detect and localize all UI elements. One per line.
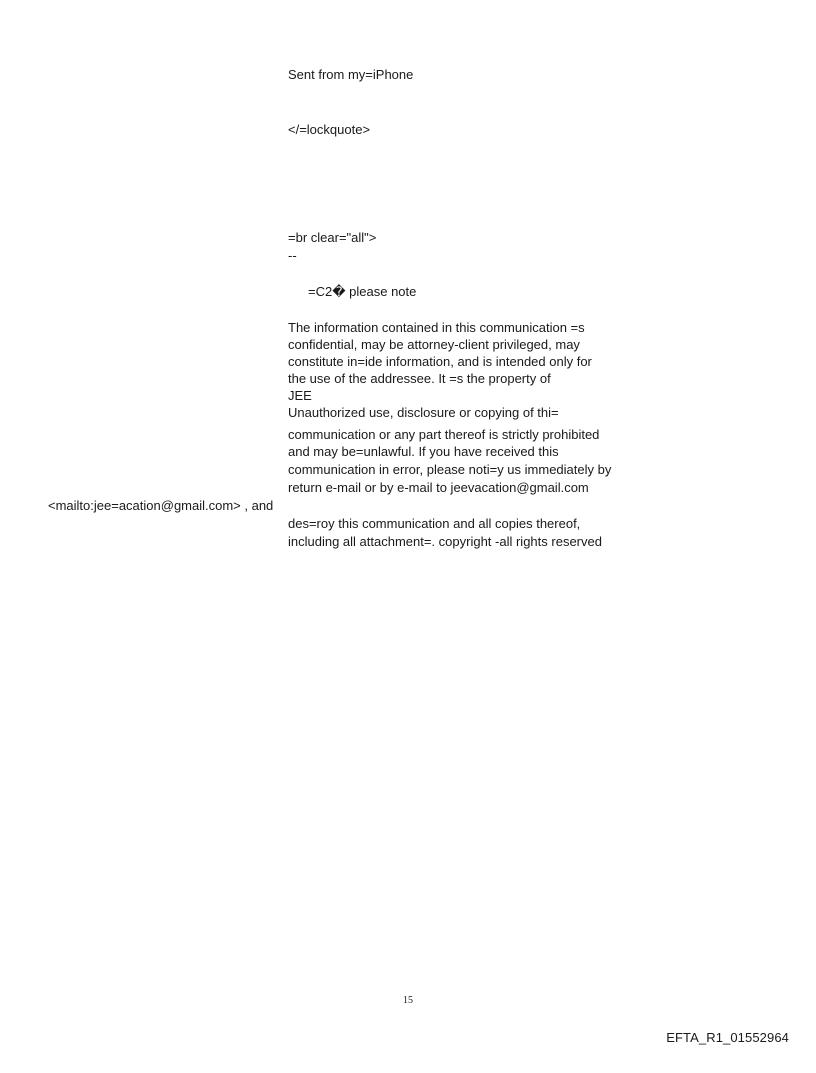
mailto-link-text: <mailto:jee=acation@gmail.com> , and [48,498,274,513]
disclaimer-line: The information contained in this communication =s [288,320,585,335]
disclaimer-line: return e-mail or by e-mail to jeevacation@gmail.com [288,480,589,495]
disclaimer-line: constitute in=ide information, and is intended only for [288,354,592,369]
please-note-line: =C2� please note [308,284,417,299]
disclaimer-line: Unauthorized use, disclosure or copying of thi= [288,405,559,420]
page-number: 15 [403,995,413,1006]
document-id: EFTA_R1_01552964 [666,1030,789,1045]
disclaimer-line: confidential, may be attorney-client privileged, may [288,337,580,352]
signature-separator: -- [288,248,297,263]
disclaimer-line: and may be=unlawful. If you have received this [288,444,559,459]
closing-line: including all attachment=. copyright -all rights reserved [288,534,602,549]
closing-line: des=roy this communication and all copies thereof, [288,516,581,531]
br-tag-line: =br clear="all"> [288,230,377,245]
disclaimer-line: the use of the addressee. It =s the property of [288,371,551,386]
disclaimer-line: JEE [288,388,312,403]
email-signature: Sent from my=iPhone [288,67,414,82]
disclaimer-line: communication or any part thereof is strictly prohibited [288,427,600,442]
blockquote-close-tag: </=lockquote> [288,122,371,137]
disclaimer-line: communication in error, please noti=y us immediately by [288,462,612,477]
